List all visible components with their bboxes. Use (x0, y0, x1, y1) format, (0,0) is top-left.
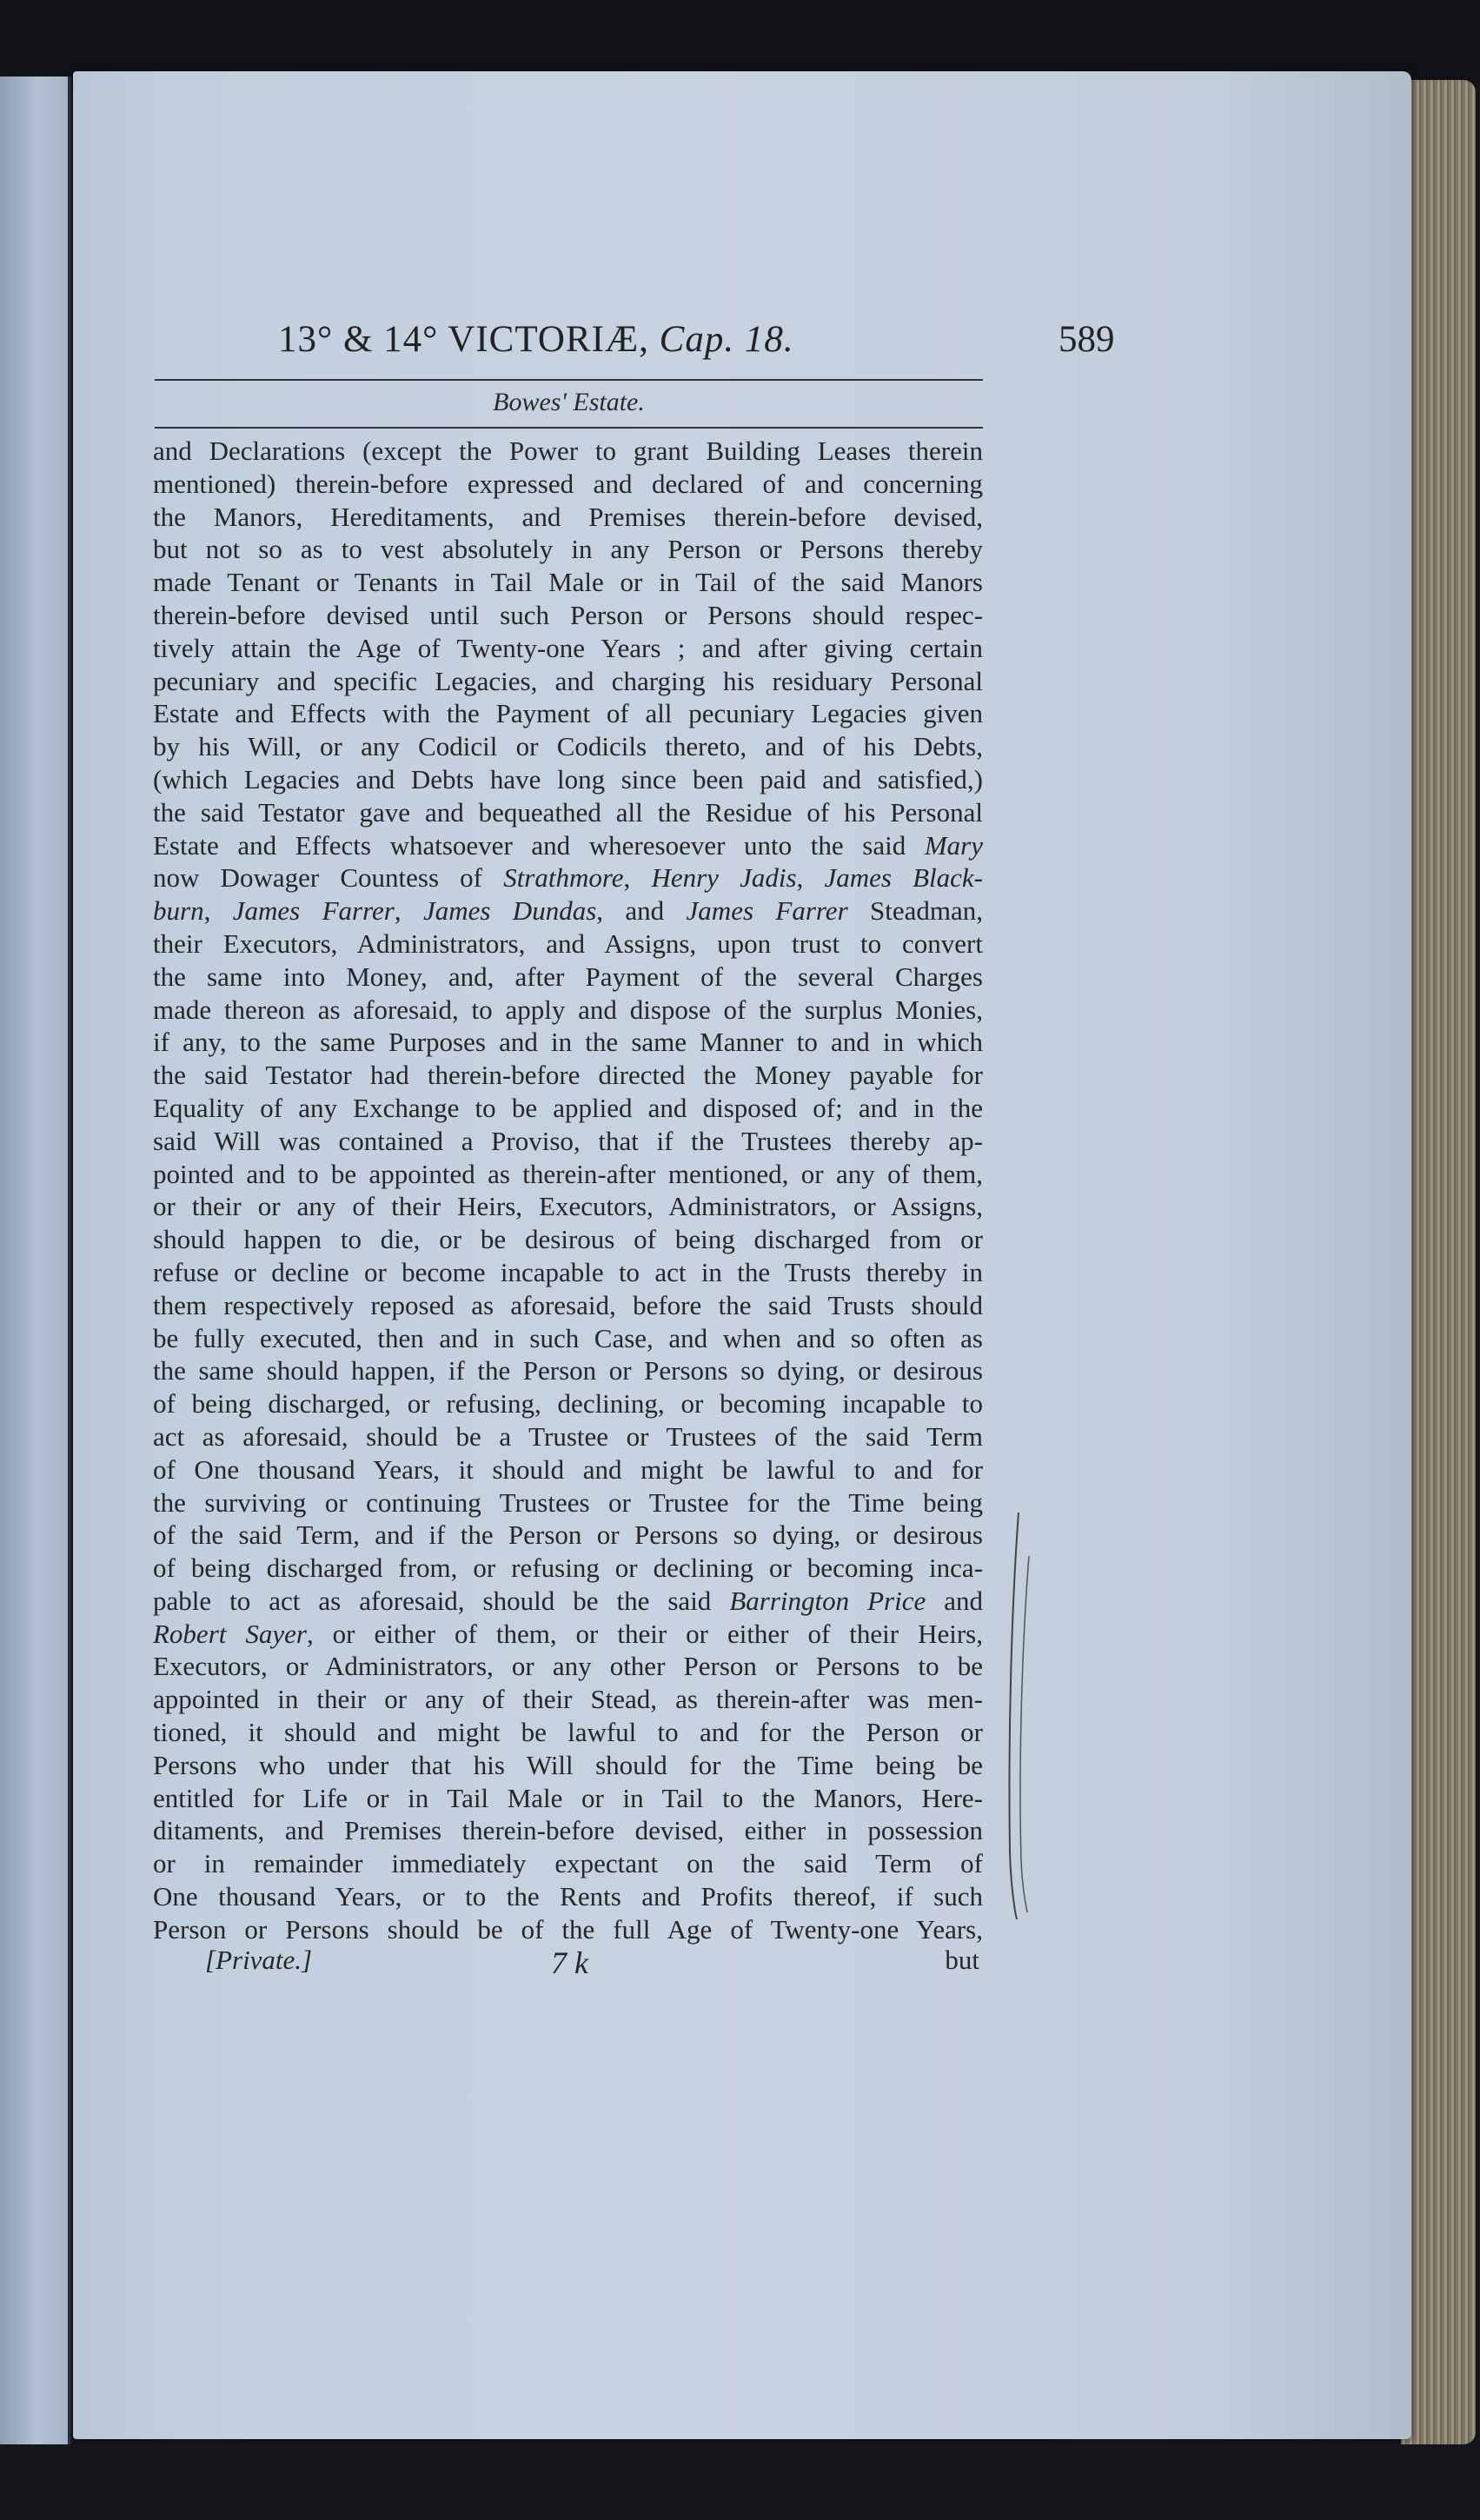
page-block-edges (1401, 80, 1476, 2444)
running-head-main: 13° & 14° VICTORIÆ, (278, 319, 649, 360)
body-line: the surviving or continuing Trustees or Trustee for the Time being (153, 1486, 983, 1518)
body-line: their Executors, Administrators, and Assigns, upon trust to convert (153, 928, 983, 959)
body-line: Executors, or Administrators, or any other Person or Persons to be (153, 1651, 983, 1682)
body-line: if any, to the same Purposes and in the same Manner to and in which (153, 1027, 983, 1058)
body-line: of being discharged, or refusing, declining, or becoming incapable to (153, 1388, 983, 1420)
section-subtitle: Bowes' Estate. (493, 388, 645, 416)
body-line: should happen to die, or be desirous of being discharged from or (153, 1224, 983, 1255)
body-line: the said Testator gave and bequeathed all the Residue of his Personal (153, 796, 983, 828)
body-line: tioned, it should and might be lawful to and for the Person or (153, 1717, 983, 1748)
body-line: Estate and Effects with the Payment of all pecuniary Legacies given (153, 698, 983, 729)
running-head (278, 318, 794, 361)
body-line: therein-before devised until such Person or Persons should respec- (153, 599, 983, 630)
body-line: entitled for Life or in Tail Male or in Tail to the Manors, Here- (153, 1782, 983, 1813)
body-line: the said Testator had therein-before directed the Money payable for (153, 1060, 983, 1091)
body-line: be fully executed, then and in such Case, and when and so often as (153, 1322, 983, 1353)
body-line: Robert Sayer, or either of them, or their or either of their Heirs, (153, 1618, 983, 1649)
body-line: now Dowager Countess of Strathmore, Henry Jadis, James Black- (153, 862, 983, 894)
body-line: burn, James Farrer, James Dundas, and James Farrer Steadman, (153, 895, 984, 927)
body-line: of the said Term, and if the Person or Persons so dying, or desirous (153, 1519, 983, 1551)
signature-mark: 7 k (551, 1945, 588, 1980)
page-number: 589 (1059, 319, 1115, 360)
body-line: ditaments, and Premises therein-before devised, either in possession (153, 1815, 983, 1846)
body-line: Equality of any Exchange to be applied and disposed of; and in the (153, 1092, 983, 1123)
body-line: the same into Money, and, after Payment of the several Charges (153, 961, 983, 992)
body-line: said Will was contained a Proviso, that if the Trustees thereby ap- (153, 1125, 983, 1156)
body-line: (which Legacies and Debts have long since been paid and satisfied,) (153, 763, 983, 795)
body-line: or in remainder immediately expectant on the said Term of (153, 1848, 983, 1879)
body-line: Person or Persons should be of the full Age of Twenty-one Years, (153, 1913, 983, 1945)
catchword: but (945, 1945, 979, 1975)
body-line: them respectively reposed as aforesaid, before the said Trusts should (153, 1289, 983, 1320)
body-line: Persons who under that his Will should for the Time being be (153, 1749, 983, 1780)
header-rule-bottom (155, 427, 983, 429)
body-line: One thousand Years, or to the Rents and Profits thereof, if such (153, 1881, 983, 1912)
body-text (153, 435, 983, 1946)
body-line: of being discharged from, or refusing or declining or becoming inca- (153, 1553, 983, 1584)
body-line: act as aforesaid, should be a Trustee or Trustees of the said Term (153, 1420, 983, 1452)
book-gutter-bottom (0, 2444, 1480, 2520)
body-line: refuse or decline or become incapable to act in the Trusts thereby in (153, 1256, 983, 1287)
body-line: mentioned) therein-before expressed and declared of and concerning (153, 468, 983, 499)
pencil-margin-mark (998, 1504, 1032, 1921)
page-footer (153, 1945, 983, 1979)
body-line: Estate and Effects whatsoever and wheresoever unto the said Mary (153, 829, 983, 861)
body-line: appointed in their or any of their Stead, as therein-after was men- (153, 1684, 983, 1715)
private-marker: [Private.] (205, 1945, 313, 1975)
facing-page-edge (0, 76, 71, 2450)
body-line: pecuniary and specific Legacies, and charging his residuary Personal (153, 665, 983, 696)
body-line: pointed and to be appointed as therein-after mentioned, or any of them, (153, 1158, 983, 1189)
body-line: made thereon as aforesaid, to apply and dispose of the surplus Monies, (153, 994, 983, 1025)
body-line: by his Will, or any Codicil or Codicils thereto, and of his Debts, (153, 731, 983, 762)
body-line: but not so as to vest absolutely in any Person or Persons thereby (153, 534, 983, 565)
body-line: the same should happen, if the Person or Persons so dying, or desirous (153, 1355, 983, 1386)
body-line: of One thousand Years, it should and might be lawful to and for (153, 1453, 983, 1485)
header-rule-top (155, 379, 983, 381)
body-line: the Manors, Hereditaments, and Premises therein-before devised, (153, 501, 983, 532)
body-line: and Declarations (except the Power to grant Building Leases therein (153, 436, 983, 466)
running-head-cap: Cap. 18. (659, 319, 794, 360)
body-line: or their or any of their Heirs, Executors, Administrators, or Assigns, (153, 1191, 983, 1222)
body-line: pable to act as aforesaid, should be the said Barrington Price and (153, 1585, 984, 1616)
body-line: made Tenant or Tenants in Tail Male or in Tail of the said Manors (153, 567, 983, 598)
body-line: tively attain the Age of Twenty-one Years ; and after giving certain (153, 632, 983, 663)
